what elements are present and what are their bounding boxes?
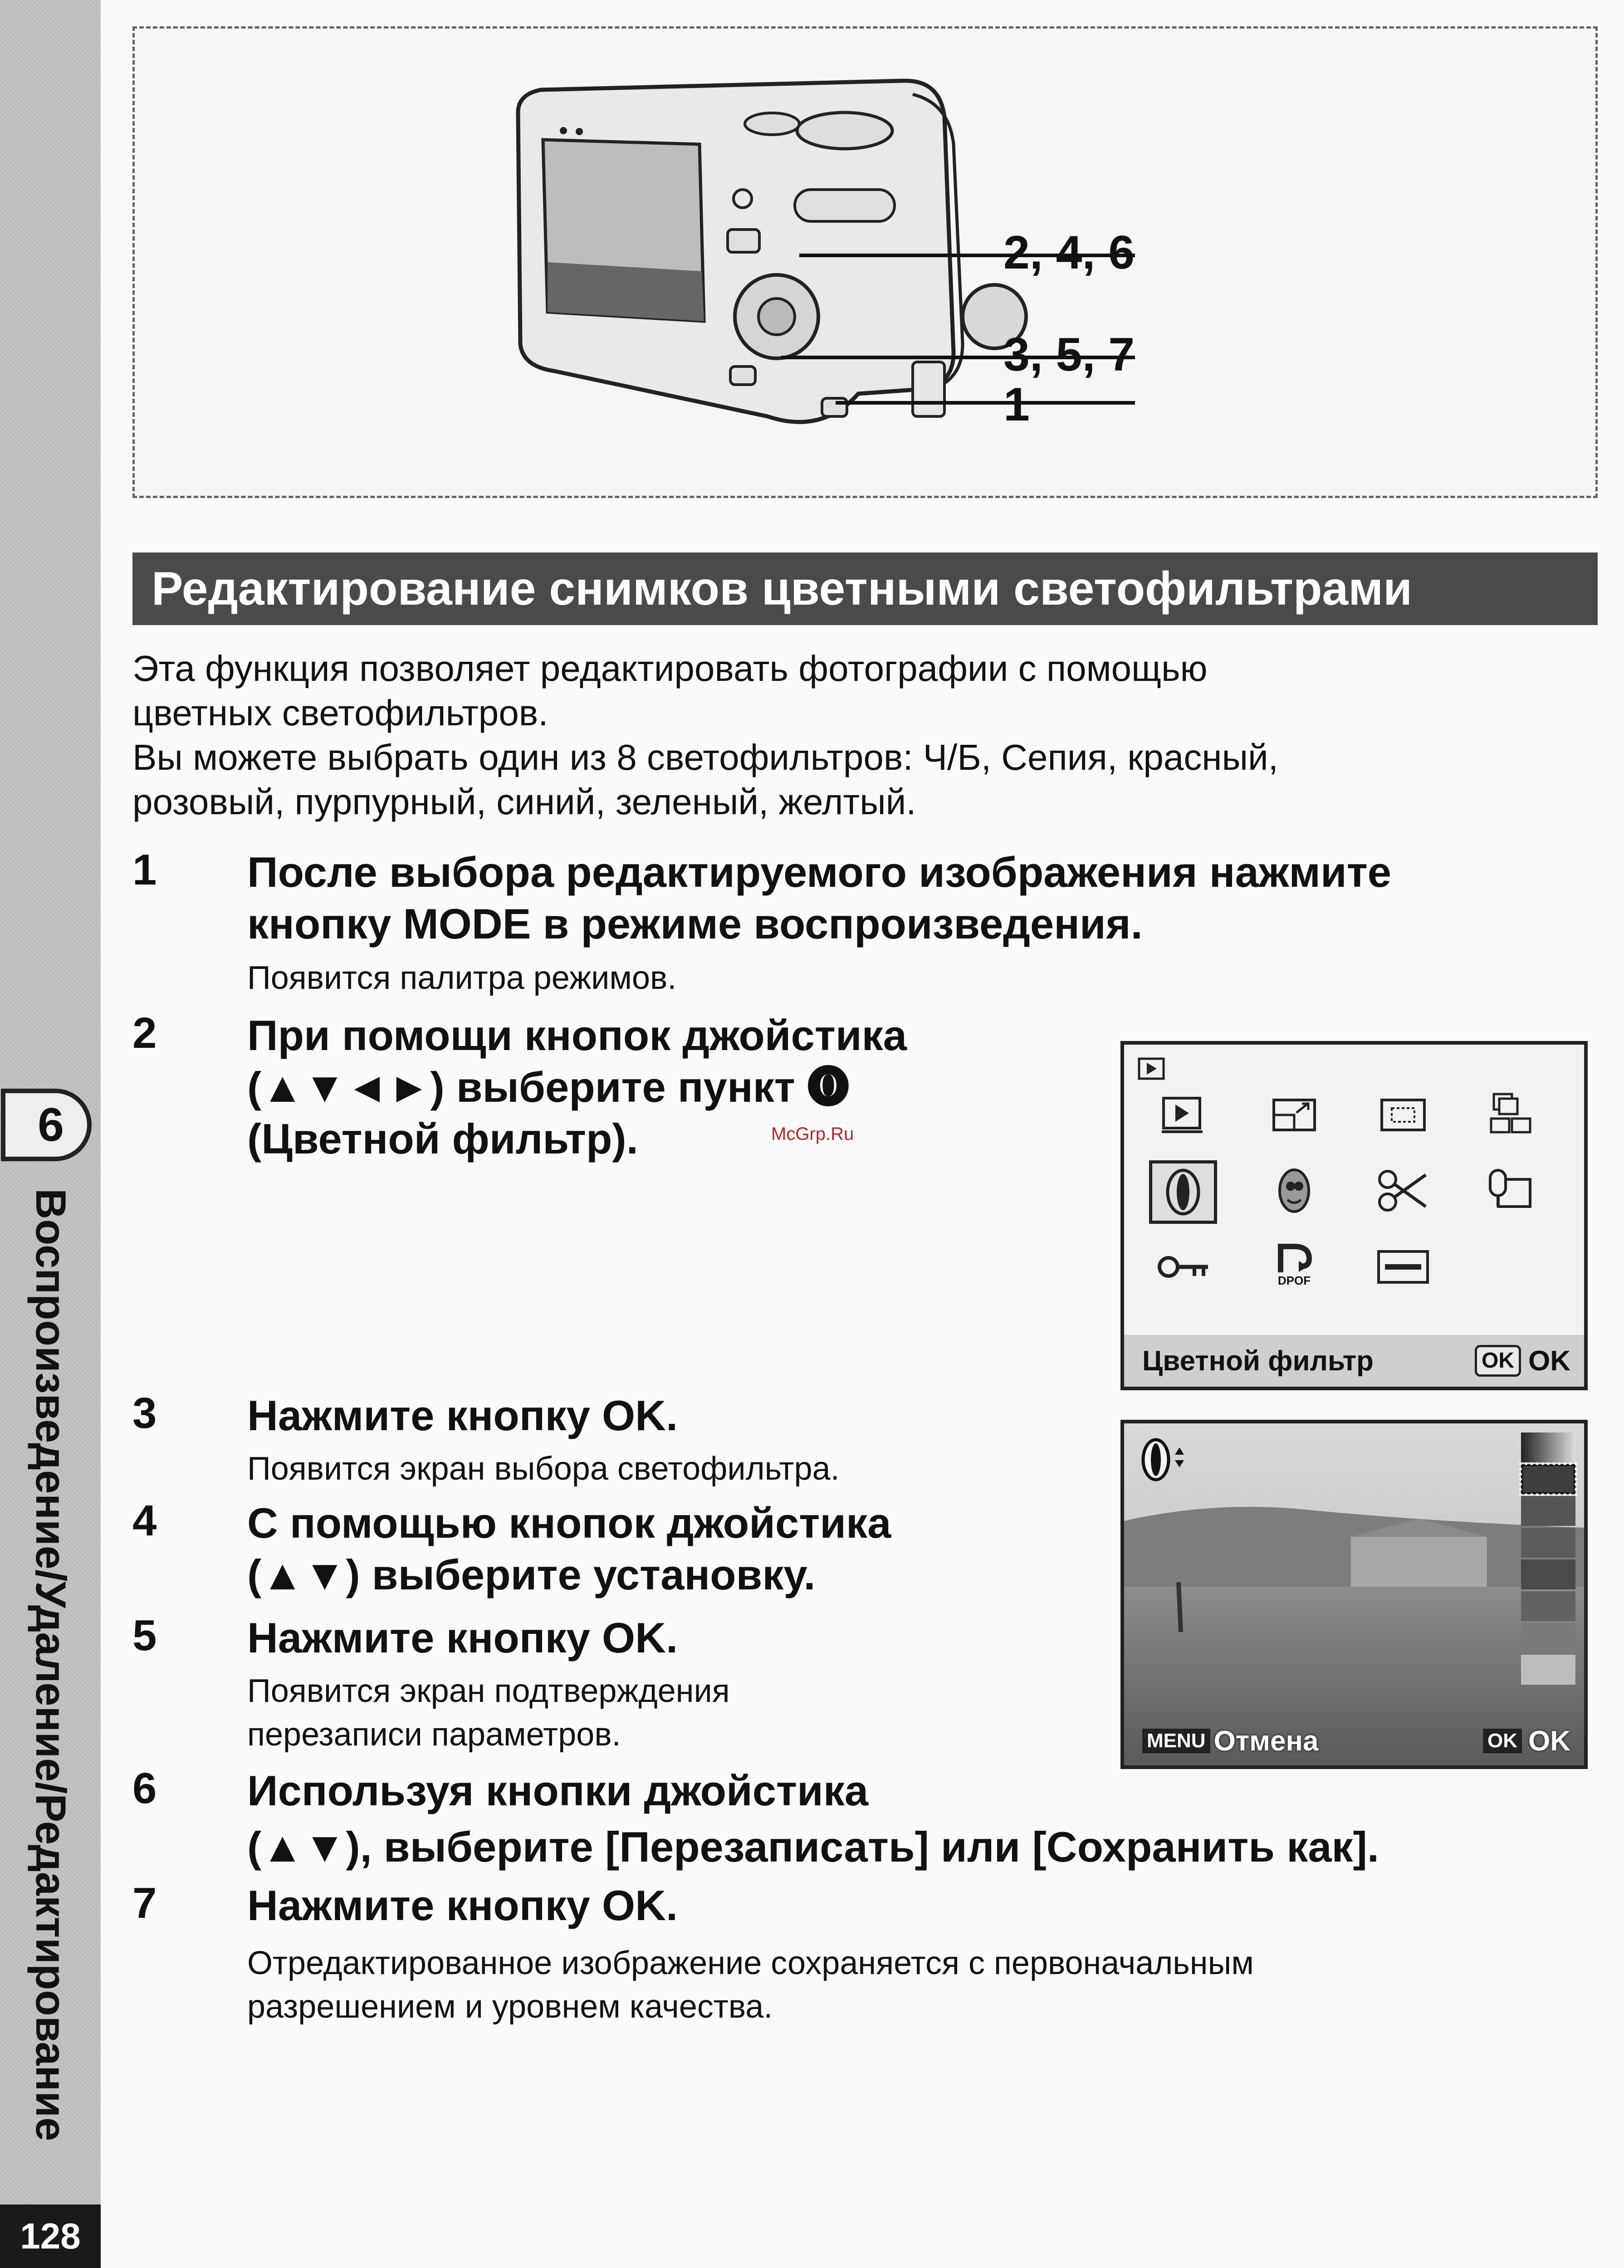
ok-button[interactable]: OK <box>1528 1725 1570 1757</box>
step-note: Появится экран выбора светофильтра. <box>247 1451 840 1487</box>
step-text: После выбора редактируемого изображения нажмите <box>247 848 1392 896</box>
dpof-label: DPOF <box>1277 1274 1311 1287</box>
mode-palette-footer <box>1124 1335 1584 1387</box>
step-number: 4 <box>132 1496 157 1545</box>
intro-line: Эта функция позволяет редактировать фотографии с помощью <box>132 648 1208 689</box>
slideshow-icon[interactable] <box>1371 1240 1435 1294</box>
step-number: 5 <box>132 1611 157 1660</box>
step-text: (▲▼) выберите установку. <box>247 1551 816 1598</box>
step-note: перезаписи параметров. <box>247 1716 621 1753</box>
filter-swatch[interactable] <box>1521 1496 1575 1526</box>
watermark: McGrp.Ru <box>771 1124 854 1144</box>
menu-key-icon: MENU <box>1142 1729 1210 1753</box>
preview-photo <box>1124 1423 1584 1765</box>
selected-mode-label: Цветной фильтр <box>1142 1345 1374 1377</box>
step-number: 1 <box>132 846 157 894</box>
copy-icon[interactable] <box>1478 1088 1541 1142</box>
callout-label: 1 <box>1003 378 1030 431</box>
section-title: Редактирование снимков цветными светофильтрами <box>132 552 1598 625</box>
ok-key-icon: OK <box>1483 1729 1522 1753</box>
step-text: При помощи кнопок джойстика <box>247 1012 907 1059</box>
step-text: С помощью кнопок джойстика <box>247 1499 891 1547</box>
chapter-title: Воспроизведение/Удаление/Редактирование <box>27 1188 75 2141</box>
intro-line: розовый, пурпурный, синий, зеленый, желтый. <box>132 782 916 822</box>
red-eye-icon[interactable] <box>1262 1163 1326 1218</box>
step-text: Нажмите кнопку OK. <box>247 1392 678 1439</box>
voice-memo-icon[interactable] <box>1478 1163 1541 1218</box>
color-filter-icon <box>1138 1435 1192 1485</box>
step-number: 7 <box>132 1879 157 1927</box>
step-note: Появится экран подтверждения <box>247 1673 730 1709</box>
step-note: Появится палитра режимов. <box>247 960 677 996</box>
step-number: 3 <box>132 1389 157 1437</box>
filter-swatch[interactable] <box>1521 1559 1575 1589</box>
step-text: (▲▼), выберите [Перезаписать] или [Сохранить как]. <box>247 1823 1379 1871</box>
ok-key-icon: OK <box>1475 1345 1521 1377</box>
camera-illustration <box>132 26 1598 498</box>
step-note: разрешением и уровнем качества. <box>247 1989 773 2025</box>
step-text: Используя кнопки джойстика <box>247 1767 869 1814</box>
filter-swatch[interactable] <box>1521 1432 1575 1462</box>
step-number: 6 <box>132 1764 157 1813</box>
filter-swatch[interactable] <box>1521 1591 1575 1621</box>
cancel-button[interactable]: Отмена <box>1213 1725 1319 1757</box>
filter-swatch-list <box>1521 1432 1575 1686</box>
crop-icon[interactable] <box>1371 1088 1435 1142</box>
step-number: 2 <box>132 1009 157 1057</box>
dpof-icon[interactable] <box>1262 1237 1326 1292</box>
callout-label: 3, 5, 7 <box>1003 328 1135 381</box>
page-number: 128 <box>0 2204 101 2268</box>
filter-swatch[interactable] <box>1521 1655 1575 1685</box>
step-text: Нажмите кнопку OK. <box>247 1882 678 1929</box>
callout-label: 2, 4, 6 <box>1003 226 1135 279</box>
filter-screen-footer <box>1124 1716 1584 1766</box>
protect-icon[interactable] <box>1151 1240 1215 1294</box>
filter-swatch[interactable] <box>1521 1623 1575 1653</box>
step-note: Отредактированное изображение сохраняется с первоначальным <box>247 1945 1254 1981</box>
intro-line: Вы можете выбрать один из 8 светофильтров: Ч/Б, Сепия, красный, <box>132 737 1278 777</box>
intro-line: цветных светофильтров. <box>132 693 548 733</box>
playback-icon[interactable] <box>1151 1088 1215 1142</box>
chapter-badge: 6 <box>1 1089 92 1161</box>
color-filter-screen <box>1120 1420 1588 1769</box>
playback-mode-icon <box>1138 1057 1165 1080</box>
filter-swatch[interactable] <box>1521 1528 1575 1558</box>
step-text: (▲▼◄►) выберите пункт ⓿ <box>247 1063 850 1111</box>
cut-icon[interactable] <box>1371 1163 1435 1218</box>
ok-label[interactable]: OK <box>1528 1345 1570 1377</box>
step-text: (Цветной фильтр). <box>247 1115 638 1163</box>
step-text: Нажмите кнопку OK. <box>247 1614 678 1662</box>
filter-swatch[interactable] <box>1521 1464 1575 1494</box>
resize-icon[interactable] <box>1262 1088 1326 1142</box>
step-text: кнопку MODE в режиме воспроизведения. <box>247 900 1143 948</box>
color-filter-icon[interactable] <box>1149 1160 1217 1224</box>
mode-palette-screen <box>1120 1041 1588 1390</box>
